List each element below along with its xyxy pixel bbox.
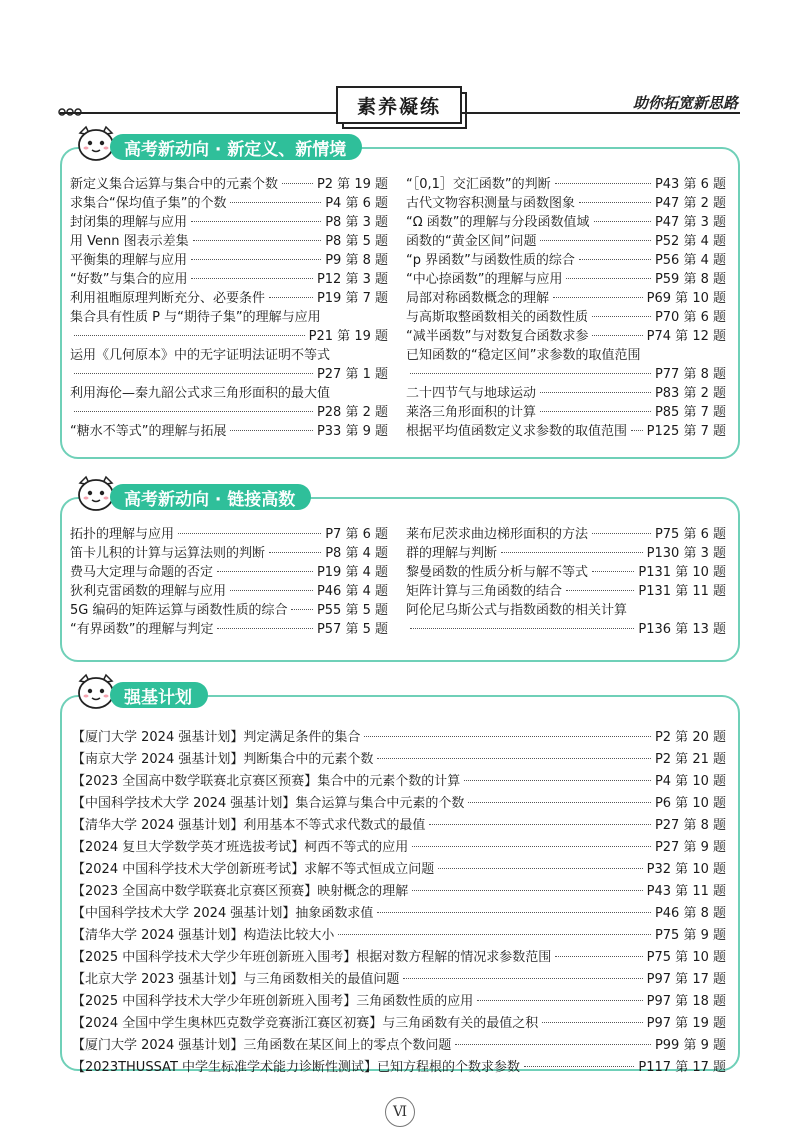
toc-entry-ref: P117 第 17 题	[638, 1060, 726, 1075]
toc-entry[interactable]	[70, 270, 388, 289]
toc-entry-text: 【2025 中国科学技术大学少年班创新班入围考】三角函数性质的应用	[72, 994, 474, 1009]
toc-entry-text: 局部对称函数概念的理解	[406, 291, 550, 306]
left-column	[70, 525, 388, 639]
toc-entry-ref: P2 第 20 题	[654, 730, 726, 745]
toc-entry-ref: P28 第 2 题	[316, 405, 388, 420]
leader-dots	[364, 736, 651, 737]
section-tab	[74, 483, 311, 511]
toc-entry[interactable]	[406, 563, 726, 582]
toc-entry-ref: P75 第 10 题	[646, 950, 726, 965]
toc-entry-text: 拓扑的理解与应用	[70, 527, 175, 542]
toc-entry-ref: P4 第 10 题	[654, 774, 726, 789]
toc-entry-text: 根据平均值函数定义求参数的取值范围	[406, 424, 628, 439]
toc-entry[interactable]	[72, 1035, 726, 1057]
toc-entry-ref: P6 第 10 题	[654, 796, 726, 811]
toc-entry[interactable]	[72, 727, 726, 749]
leader-dots	[438, 868, 642, 869]
toc-entry-text: 利用海伦—秦九韶公式求三角形面积的最大值	[70, 386, 331, 401]
leader-dots	[230, 430, 312, 431]
toc-entry[interactable]	[72, 1057, 726, 1079]
toc-entry-text: 【中国科学技术大学 2024 强基计划】抽象函数求值	[72, 906, 374, 921]
toc-entry-text: 运用《几何原本》中的无字证明法证明不等式	[70, 348, 331, 363]
toc-entry-text: 【清华大学 2024 强基计划】构造法比较大小	[72, 928, 335, 943]
toc-entry-ref: P9 第 8 题	[325, 253, 388, 268]
toc-entry[interactable]	[406, 308, 726, 327]
leader-dots	[542, 1022, 642, 1023]
leader-dots	[217, 571, 313, 572]
toc-entry[interactable]	[70, 525, 388, 544]
toc-entry[interactable]	[72, 881, 726, 903]
toc-entry-ref: P46 第 4 题	[316, 584, 388, 599]
toc-entry-text: 集合具有性质 P 与“期待子集”的理解与应用	[70, 310, 321, 325]
toc-entry[interactable]	[72, 793, 726, 815]
toc-entry-ref: P27 第 9 题	[654, 840, 726, 855]
toc-entry-text: 二十四节气与地球运动	[406, 386, 537, 401]
toc-entry-ref: P27 第 8 题	[654, 818, 726, 833]
section-title: 强基计划	[110, 682, 208, 708]
leader-dots	[566, 278, 650, 279]
leader-dots	[594, 221, 651, 222]
leader-dots	[579, 259, 651, 260]
toc-entry-ref: P74 第 12 题	[646, 329, 726, 344]
leader-dots	[524, 1066, 634, 1067]
section-strong-foundation	[60, 687, 740, 1075]
leader-dots	[269, 552, 321, 553]
leader-dots	[282, 183, 313, 184]
leader-dots	[74, 335, 305, 336]
leader-dots	[191, 278, 312, 279]
leader-dots	[74, 411, 313, 412]
leader-dots	[403, 978, 642, 979]
toc-entry[interactable]	[70, 175, 388, 194]
toc-entry-ref: P21 第 19 题	[308, 329, 388, 344]
leader-dots	[592, 335, 642, 336]
toc-entry[interactable]	[406, 213, 726, 232]
toc-entry-ref: P75 第 6 题	[654, 527, 726, 542]
toc-entry-ref: P32 第 10 题	[646, 862, 726, 877]
toc-entry[interactable]	[406, 194, 726, 213]
toc-entry[interactable]	[406, 251, 726, 270]
toc-entry-ref: P19 第 7 题	[316, 291, 388, 306]
toc-entry-text: 矩阵计算与三角函数的结合	[406, 584, 563, 599]
header-slogan: 助你拓宽新思路	[632, 94, 738, 112]
toc-entry-text: “好数”与集合的应用	[70, 272, 188, 287]
toc-entry[interactable]	[72, 749, 726, 771]
toc-entry[interactable]	[70, 563, 388, 582]
toc-entry[interactable]	[70, 544, 388, 563]
toc-entry[interactable]	[406, 582, 726, 601]
leader-dots	[540, 240, 650, 241]
toc-entry[interactable]	[70, 620, 388, 639]
toc-entry-ref: P52 第 4 题	[654, 234, 726, 249]
section-tab	[74, 681, 208, 709]
leader-dots	[193, 240, 322, 241]
toc-entry-ref: P46 第 8 题	[654, 906, 726, 921]
leader-dots	[338, 934, 651, 935]
toc-entry-ref: P136 第 13 题	[638, 622, 726, 637]
leader-dots	[178, 533, 321, 534]
right-column	[406, 175, 726, 441]
toc-entry[interactable]	[406, 384, 726, 403]
leader-dots	[74, 373, 313, 374]
toc-entry[interactable]	[72, 837, 726, 859]
toc-entry-ref: P131 第 10 题	[638, 565, 726, 580]
toc-entry[interactable]	[70, 213, 388, 232]
toc-entry-text: 阿伦尼乌斯公式与指数函数的相关计算	[406, 603, 628, 618]
toc-entry[interactable]	[406, 175, 726, 194]
toc-entry-ref: P27 第 1 题	[316, 367, 388, 382]
toc-entry[interactable]	[70, 327, 388, 346]
toc-entry-text: 5G 编码的矩阵运算与函数性质的综合	[70, 603, 288, 618]
toc-entry[interactable]	[70, 232, 388, 251]
toc-entry[interactable]	[406, 365, 726, 384]
toc-entry-text: 笛卡儿积的计算与运算法则的判断	[70, 546, 266, 561]
toc-entry-ref: P57 第 5 题	[316, 622, 388, 637]
leader-dots	[579, 202, 651, 203]
toc-entry-text: 【厦门大学 2024 强基计划】判定满足条件的集合	[72, 730, 361, 745]
toc-entry[interactable]	[72, 991, 726, 1013]
toc-entry[interactable]	[406, 620, 726, 639]
toc-entry-text: “减半函数”与对数复合函数求参	[406, 329, 589, 344]
toc-entry-text: 【2024 中国科学技术大学创新班考试】求解不等式恒成立问题	[72, 862, 435, 877]
toc-entry-ref: P7 第 6 题	[325, 527, 388, 542]
toc-entry-text: 【2023 全国高中数学联赛北京赛区预赛】集合中的元素个数的计算	[72, 774, 461, 789]
toc-entry-text: 费马大定理与命题的否定	[70, 565, 214, 580]
toc-entry-text: 莱布尼茨求曲边梯形面积的方法	[406, 527, 589, 542]
toc-entry-ref: P99 第 9 题	[654, 1038, 726, 1053]
section-title: 高考新动向 · 新定义、新情境	[110, 134, 362, 160]
leader-dots	[592, 316, 651, 317]
toc-entry[interactable]	[72, 925, 726, 947]
leader-dots	[191, 221, 321, 222]
toc-entry-text: 黎曼函数的性质分析与解不等式	[406, 565, 589, 580]
toc-entry[interactable]	[70, 582, 388, 601]
leader-dots	[540, 411, 651, 412]
leader-dots	[464, 780, 651, 781]
toc-entry[interactable]	[72, 771, 726, 793]
toc-entry-text: “［0,1］交汇函数”的判断	[406, 177, 551, 192]
toc-entry-text: 求集合“保均值子集”的个数	[70, 196, 227, 211]
toc-entry-ref: P56 第 4 题	[654, 253, 726, 268]
leader-dots	[410, 373, 651, 374]
toc-entry-ref: P43 第 11 题	[646, 884, 726, 899]
toc-entry-ref: P69 第 10 题	[646, 291, 726, 306]
toc-entry[interactable]	[406, 525, 726, 544]
toc-entry-ref: P75 第 9 题	[654, 928, 726, 943]
toc-entry[interactable]	[70, 251, 388, 270]
toc-entry[interactable]	[72, 947, 726, 969]
toc-entry-ref: P97 第 18 题	[646, 994, 726, 1009]
toc-entry-text: 函数的“黄金区间”问题	[406, 234, 537, 249]
toc-entry-ref: P33 第 9 题	[316, 424, 388, 439]
leader-dots	[269, 297, 313, 298]
toc-entry-ref: P8 第 5 题	[325, 234, 388, 249]
toc-entry-ref: P12 第 3 题	[316, 272, 388, 287]
toc-entry-text: 【2023 全国高中数学联赛北京赛区预赛】映射概念的理解	[72, 884, 409, 899]
toc-entry-text: 【厦门大学 2024 强基计划】三角函数在某区间上的零点个数问题	[72, 1038, 452, 1053]
toc-entry[interactable]	[70, 422, 388, 441]
page-number: Ⅵ	[385, 1097, 415, 1127]
toc-entry-text: “有界函数”的理解与判定	[70, 622, 214, 637]
toc-entry-text: 群的理解与判断	[406, 546, 498, 561]
leader-dots	[377, 912, 651, 913]
leader-dots	[230, 202, 321, 203]
toc-entry[interactable]	[406, 422, 726, 441]
leader-dots	[592, 533, 651, 534]
page-title: 素养凝练	[336, 86, 462, 124]
toc-entry-text: “Ω 函数”的理解与分段函数值域	[406, 215, 590, 230]
toc-entry[interactable]	[70, 601, 388, 620]
toc-entry-text: “p 界函数”与函数性质的综合	[406, 253, 575, 268]
toc-entry-text: 【2024 复旦大学数学英才班选拔考试】柯西不等式的应用	[72, 840, 409, 855]
toc-entry[interactable]	[406, 544, 726, 563]
section-tab	[74, 133, 362, 161]
leader-dots	[540, 392, 651, 393]
toc-entry-ref: P97 第 19 题	[646, 1016, 726, 1031]
leader-dots	[412, 846, 651, 847]
leader-dots	[217, 628, 312, 629]
toc-entry-text: “中心捺函数”的理解与应用	[406, 272, 563, 287]
toc-entry-text: 【2023THUSSAT 中学生标准学术能力诊断性测试】已知方程根的个数求参数	[72, 1060, 521, 1075]
toc-entry-text: 新定义集合运算与集合中的元素个数	[70, 177, 279, 192]
toc-entry-text: 已知函数的“稳定区间”求参数的取值范围	[406, 348, 641, 363]
toc-entry-ref: P43 第 6 题	[654, 177, 726, 192]
toc-entry-text: 莱洛三角形面积的计算	[406, 405, 537, 420]
toc-entry-ref: P47 第 3 题	[654, 215, 726, 230]
toc-entry-ref: P2 第 21 题	[654, 752, 726, 767]
toc-entry[interactable]	[72, 859, 726, 881]
leader-dots	[455, 1044, 651, 1045]
toc-entry-text: 平衡集的理解与应用	[70, 253, 188, 268]
section-entries	[70, 525, 726, 639]
toc-entry-text: 【清华大学 2024 强基计划】利用基本不等式求代数式的最值	[72, 818, 426, 833]
section-new-definition	[60, 139, 740, 459]
leader-dots	[429, 824, 651, 825]
leader-dots	[377, 758, 651, 759]
leader-dots	[553, 297, 643, 298]
toc-entry-text: 古代文物容积测量与函数图象	[406, 196, 576, 211]
left-column	[70, 175, 388, 441]
toc-entry-text: 【中国科学技术大学 2024 强基计划】集合运算与集合中元素的个数	[72, 796, 465, 811]
leader-dots	[468, 802, 651, 803]
toc-entry-ref: P83 第 2 题	[654, 386, 726, 401]
leader-dots	[191, 259, 321, 260]
toc-entry-text: 【2025 中国科学技术大学少年班创新班入围考】根据对数方程解的情况求参数范围	[72, 950, 552, 965]
toc-entry[interactable]	[72, 1013, 726, 1035]
toc-entry[interactable]	[406, 327, 726, 346]
toc-entry[interactable]	[72, 903, 726, 925]
toc-entry-ref: P59 第 8 题	[654, 272, 726, 287]
toc-entry[interactable]	[72, 969, 726, 991]
toc-entry-ref: P131 第 11 题	[638, 584, 726, 599]
toc-entry-ref: P47 第 2 题	[654, 196, 726, 211]
toc-entry-ref: P70 第 6 题	[654, 310, 726, 325]
toc-entry[interactable]	[406, 403, 726, 422]
leader-dots	[555, 183, 651, 184]
leader-dots	[291, 609, 312, 610]
toc-entry[interactable]	[70, 403, 388, 422]
toc-entry-text: 用 Venn 图表示差集	[70, 234, 189, 249]
right-column	[406, 525, 726, 639]
leader-dots	[501, 552, 643, 553]
toc-entry-ref: P125 第 7 题	[646, 424, 726, 439]
toc-entry-text: “糖水不等式”的理解与拓展	[70, 424, 227, 439]
toc-entry[interactable]	[406, 270, 726, 289]
section-entries	[72, 727, 726, 1079]
toc-entry-text: 利用祖暅原理判断充分、必要条件	[70, 291, 266, 306]
leader-dots	[555, 956, 642, 957]
toc-entry-text: 封闭集的理解与应用	[70, 215, 188, 230]
section-title: 高考新动向 · 链接高数	[110, 484, 311, 510]
toc-entry[interactable]	[72, 815, 726, 837]
section-advanced-math	[60, 489, 740, 662]
toc-entry-ref: P77 第 8 题	[654, 367, 726, 382]
toc-entry-text: 【北京大学 2023 强基计划】与三角函数相关的最值问题	[72, 972, 400, 987]
toc-entry-ref: P130 第 3 题	[646, 546, 726, 561]
toc-entry[interactable]	[406, 289, 726, 308]
leader-dots	[566, 590, 634, 591]
leader-dots	[410, 628, 634, 629]
leader-dots	[230, 590, 313, 591]
toc-entry-text: 与高斯取整函数相关的函数性质	[406, 310, 589, 325]
toc-entry-ref: P4 第 6 题	[325, 196, 388, 211]
leader-dots	[631, 430, 643, 431]
toc-entry-ref: P19 第 4 题	[316, 565, 388, 580]
toc-entry-text: 【南京大学 2024 强基计划】判断集合中的元素个数	[72, 752, 374, 767]
section-entries	[70, 175, 726, 441]
toc-entry[interactable]	[406, 232, 726, 251]
toc-entry[interactable]	[70, 194, 388, 213]
toc-entry-ref: P55 第 5 题	[316, 603, 388, 618]
toc-entry-ref: P8 第 3 题	[325, 215, 388, 230]
toc-entry-ref: P2 第 19 题	[316, 177, 388, 192]
toc-entry[interactable]	[70, 365, 388, 384]
toc-entry-ref: P85 第 7 题	[654, 405, 726, 420]
leader-dots	[477, 1000, 642, 1001]
leader-dots	[412, 890, 642, 891]
toc-entry[interactable]	[70, 289, 388, 308]
toc-entry-ref: P8 第 4 题	[325, 546, 388, 561]
leader-dots	[592, 571, 634, 572]
toc-entry-text: 狄利克雷函数的理解与应用	[70, 584, 227, 599]
toc-entry-text: 【2024 全国中学生奥林匹克数学竞赛浙江赛区初赛】与三角函数有关的最值之积	[72, 1016, 539, 1031]
toc-entry-ref: P97 第 17 题	[646, 972, 726, 987]
